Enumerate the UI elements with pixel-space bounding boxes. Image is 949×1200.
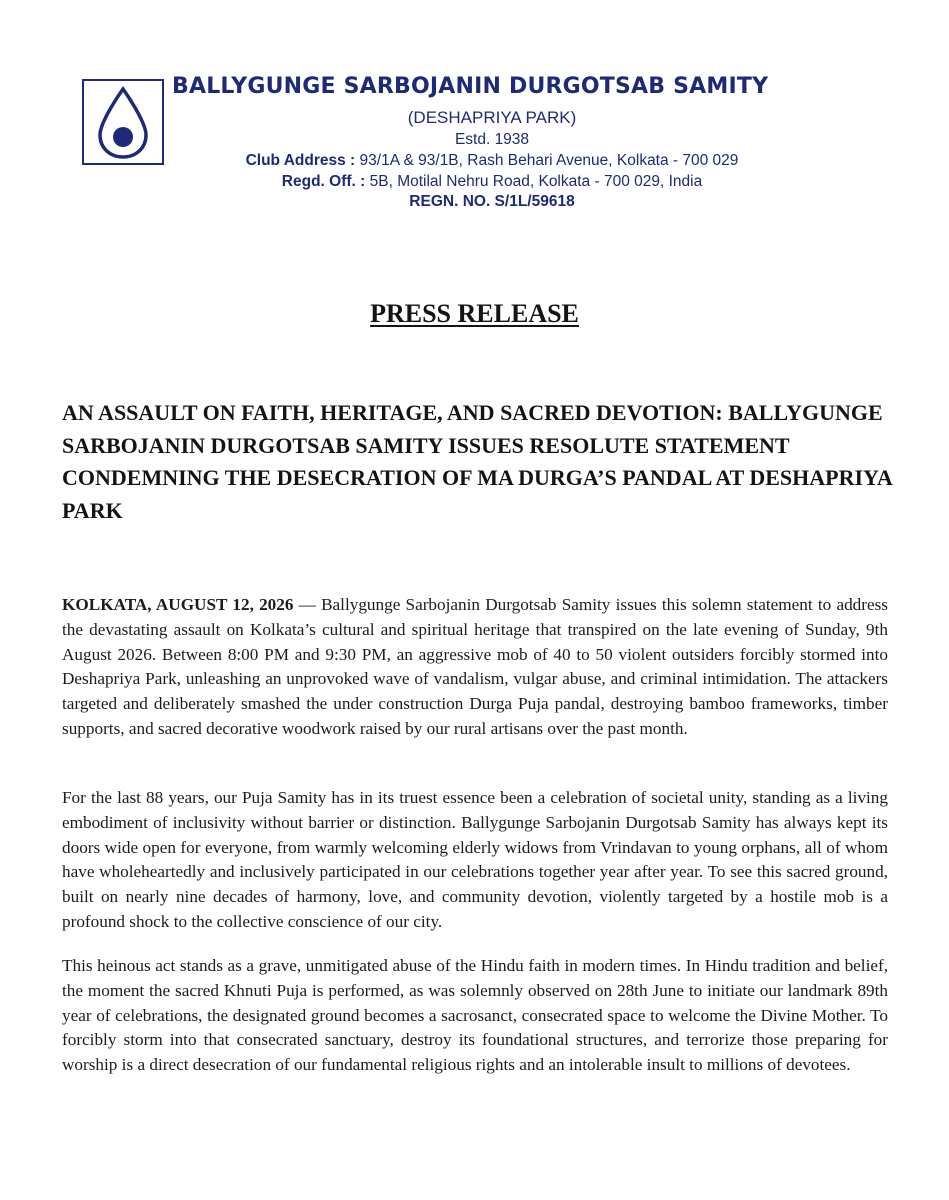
org-name: BALLYGUNGE SARBOJANIN DURGOTSAB SAMITY xyxy=(172,74,769,99)
registration-number: REGN. NO. S/1L/59618 xyxy=(409,193,575,210)
paragraph-3: This heinous act stands as a grave, unmitigated abuse of the Hindu faith in modern times. In Hindu tradition and belief, the moment the sacred Khnuti Puja is performed, as was solemnly observed on 28th June to initiate our landmark 89th year of celebrations, the designated ground becomes a sacrosanct, consecrated space to welcome the Divine Mother. To forcibly storm into that consecrated sanctuary, destroy its foundational structures, and terrorize those preparing for worship is a direct desecration of our fundamental religious rights and an intolerable insult to millions of devotees. xyxy=(62,956,888,1075)
registered-office-value: 5B, Motilal Nehru Road, Kolkata - 700 029, India xyxy=(365,173,703,190)
registered-office-label: Regd. Off. : xyxy=(281,173,366,190)
paragraph-2: For the last 88 years, our Puja Samity has in its truest essence been a celebration of societal unity, standing as a living embodiment of inclusivity without barrier or distinction. Ballygunge Sarbojanin Durgotsab Samity has always kept its doors wide open for everyone, from warmly welcoming elderly widows from Vrindavan to young orphans, all of whom have wholeheartedly and inclusively participated in our celebrations together year after year. To see this sacred ground, built on nearly nine decades of harmony, love, and community devotion, violently targeted by a hostile mob is a profound shock to the collective conscience of our city. xyxy=(62,788,888,931)
drop-logo-icon xyxy=(82,79,164,165)
press-release-title: PRESS RELEASE xyxy=(370,299,579,328)
paragraph-1-body: — Ballygunge Sarbojanin Durgotsab Samity issues this solemn statement to address the devastating assault on Kolkata’s cultural and spiritual heritage that transpired on the late evening of Sunday, 9th August 2026. Between 8:00 PM and 9:30 PM, an aggressive mob of 40 to 50 violent outsiders forcibly stormed into Deshapriya Park, unleashing an unprovoked wave of vandalism, vulgar abuse, and criminal intimidation. The attackers targeted and deliberately smashed the under construction Durga Puja pandal, destroying bamboo frameworks, timber supports, and sacred decorative woodwork raised by our rural artisans over the past month. xyxy=(62,595,888,738)
established-year: Estd. 1938 xyxy=(454,131,530,148)
headline: AN ASSAULT ON FAITH, HERITAGE, AND SACRED DEVOTION: BALLYGUNGE SARBOJANIN DURGOTSAB SAMITY ISSUES RESOLUTE STATEMENT CONDEMNING THE DESECRATION OF MA DURGA’S PANDAL AT DESHAPRIYA PARK xyxy=(62,400,892,523)
org-subtitle: (DESHAPRIYA PARK) xyxy=(407,108,577,127)
club-address-value: 93/1A & 93/1B, Rash Behari Avenue, Kolkata - 700 029 xyxy=(355,152,739,169)
club-address-label: Club Address : xyxy=(245,152,356,169)
club-address xyxy=(172,152,812,170)
dateline: KOLKATA, AUGUST 12, 2026 xyxy=(62,595,294,614)
paragraph-1 xyxy=(62,593,888,742)
registered-office xyxy=(172,173,812,191)
